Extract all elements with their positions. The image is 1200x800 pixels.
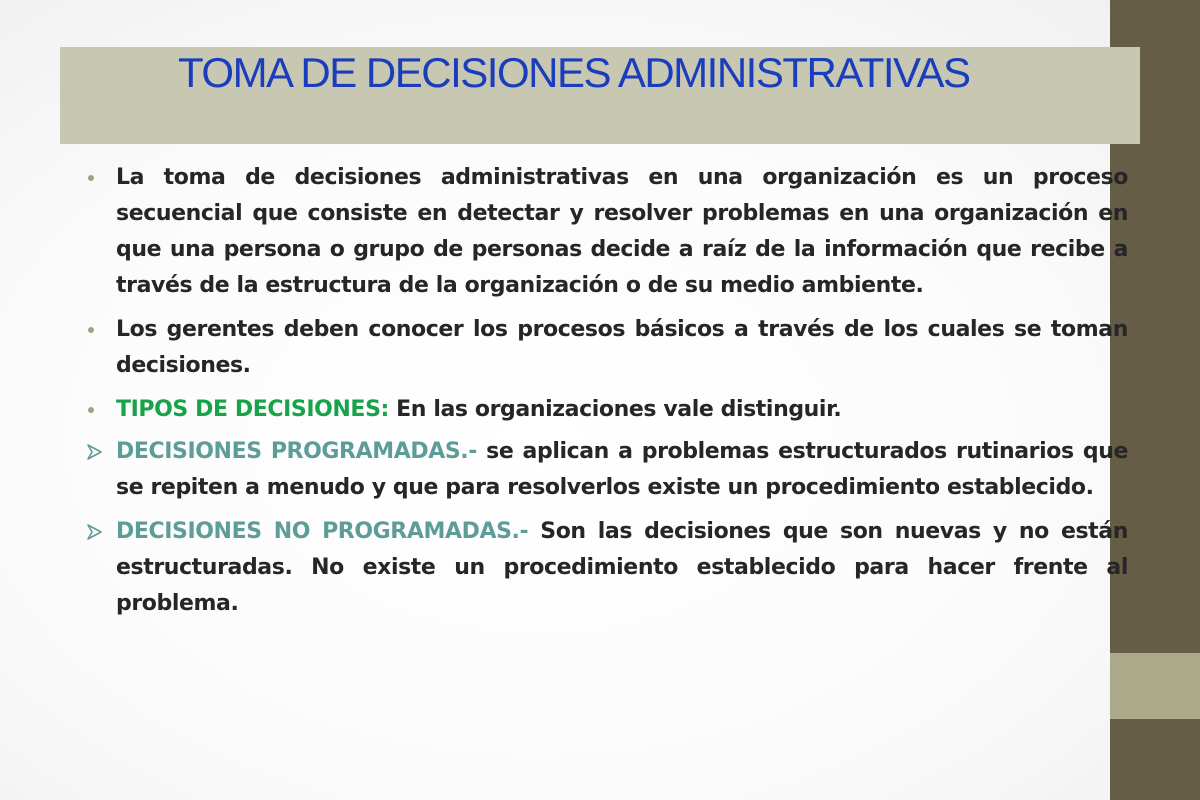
slide-body xyxy=(86,160,1128,630)
bullet-item-programmed xyxy=(86,434,1128,506)
bullet-dot-icon xyxy=(88,175,94,181)
bullet-lead-label: DECISIONES PROGRAMADAS.- xyxy=(116,439,477,464)
arrow-bullet-icon xyxy=(86,523,104,541)
bullet-item-definition xyxy=(86,160,1128,304)
bullet-text: La toma de decisiones administrativas en una organización es un proceso secuencial que consiste en detectar y resolver problemas en una organización en que una persona o grupo de personas decide a raíz de la información que recibe a través de la estructura de la organización o de su medio ambiente. xyxy=(116,165,1128,298)
bullet-lead-label: TIPOS DE DECISIONES: xyxy=(116,397,389,422)
bullet-item-non-programmed xyxy=(86,514,1128,622)
slide-title: TOMA DE DECISIONES ADMINISTRATIVAS xyxy=(178,49,970,96)
arrow-bullet-icon xyxy=(86,443,104,461)
bullet-item-types xyxy=(86,392,1128,428)
decorative-side-block xyxy=(1110,653,1200,719)
bullet-item-managers xyxy=(86,312,1128,384)
bullet-dot-icon xyxy=(88,407,94,413)
bullet-text: En las organizaciones vale distinguir. xyxy=(388,397,842,422)
bullet-text: se aplican a problemas estructurados rutinarios que se repiten a menudo y que para resolverlos existe un procedimiento establecido. xyxy=(116,439,1128,500)
bullet-text: Son las decisiones que son nuevas y no están estructuradas. No existe un procedimiento establecido para hacer frente al problema. xyxy=(116,519,1128,616)
bullet-dot-icon xyxy=(88,327,94,333)
bullet-text: Los gerentes deben conocer los procesos básicos a través de los cuales se toman decisiones. xyxy=(116,317,1128,378)
bullet-lead-label: DECISIONES NO PROGRAMADAS.- xyxy=(116,519,529,544)
